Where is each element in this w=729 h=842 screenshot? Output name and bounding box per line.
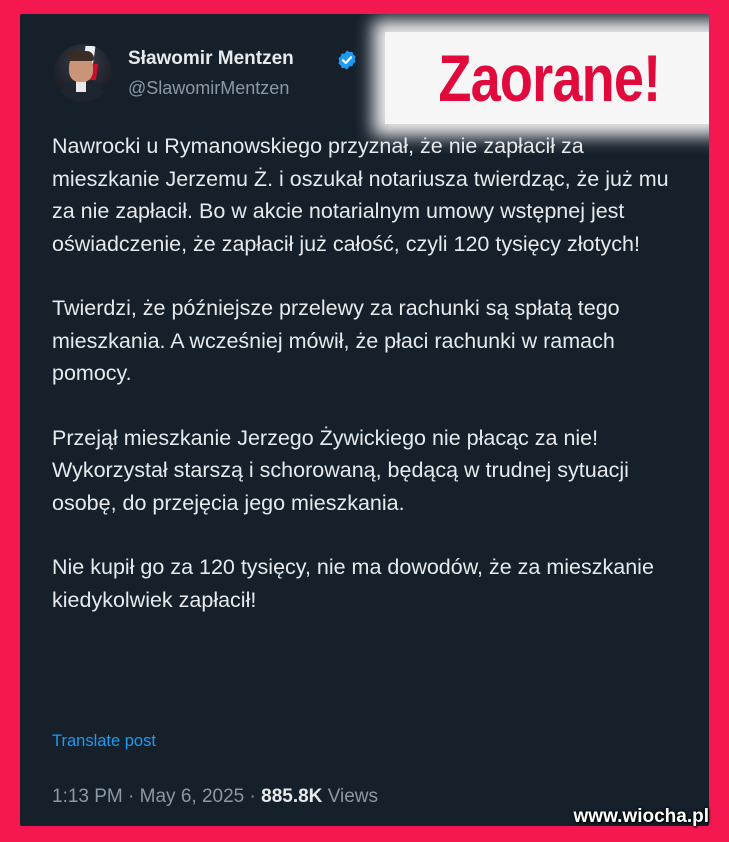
tweet-paragraph: Nie kupił go za 120 tysięcy, nie ma dowodów, że za mieszkanie kiedykolwiek zapłacił! (52, 555, 654, 612)
avatar-hair (68, 51, 94, 61)
user-handle[interactable]: @SlawomirMentzen (128, 78, 290, 98)
tweet-card (20, 14, 709, 826)
tweet-date[interactable]: May 6, 2025 (139, 786, 245, 807)
user-name[interactable]: Sławomir Mentzen (128, 48, 294, 69)
tweet-time[interactable]: 1:13 PM (52, 786, 123, 807)
tweet-paragraph: Nawrocki u Rymanowskiego przyznał, że nie zapłacił za mieszkanie Jerzemu Ż. i oszukał notariusza twierdząc, że już mu za nie zapłacił. Bo w akcie notarialnym umowy wstępnej jest oświadczenie, że zapłacił już całość, czyli 120 tysięcy złotych! (52, 134, 669, 256)
zaorane-stamp (385, 32, 709, 124)
tweet-meta (52, 786, 378, 808)
views-label: Views (327, 786, 379, 807)
avatar[interactable] (54, 44, 112, 102)
tweet-paragraph: Przejął mieszkanie Jerzego Żywickiego nie płacąc za nie! Wykorzystał starszą i schorowaną, będącą w trudnej sytuacji osobę, do przejęcia jego mieszkania. (52, 425, 629, 515)
tweet-text (52, 130, 697, 648)
stamp-text: Zaorane! (437, 41, 660, 115)
tweet-paragraph: Twierdzi, że późniejsze przelewy za rachunki są spłatą tego mieszkania. A wcześniej mówił, że płaci rachunki w ramach pomocy. (52, 296, 620, 385)
verified-badge-icon (336, 49, 358, 71)
views-count: 885.8K (261, 786, 323, 807)
meta-separator: · (249, 786, 262, 807)
meta-separator: · (128, 786, 140, 807)
site-watermark: www.wiocha.pl (573, 806, 709, 827)
translate-post-link[interactable]: Translate post (52, 732, 156, 750)
